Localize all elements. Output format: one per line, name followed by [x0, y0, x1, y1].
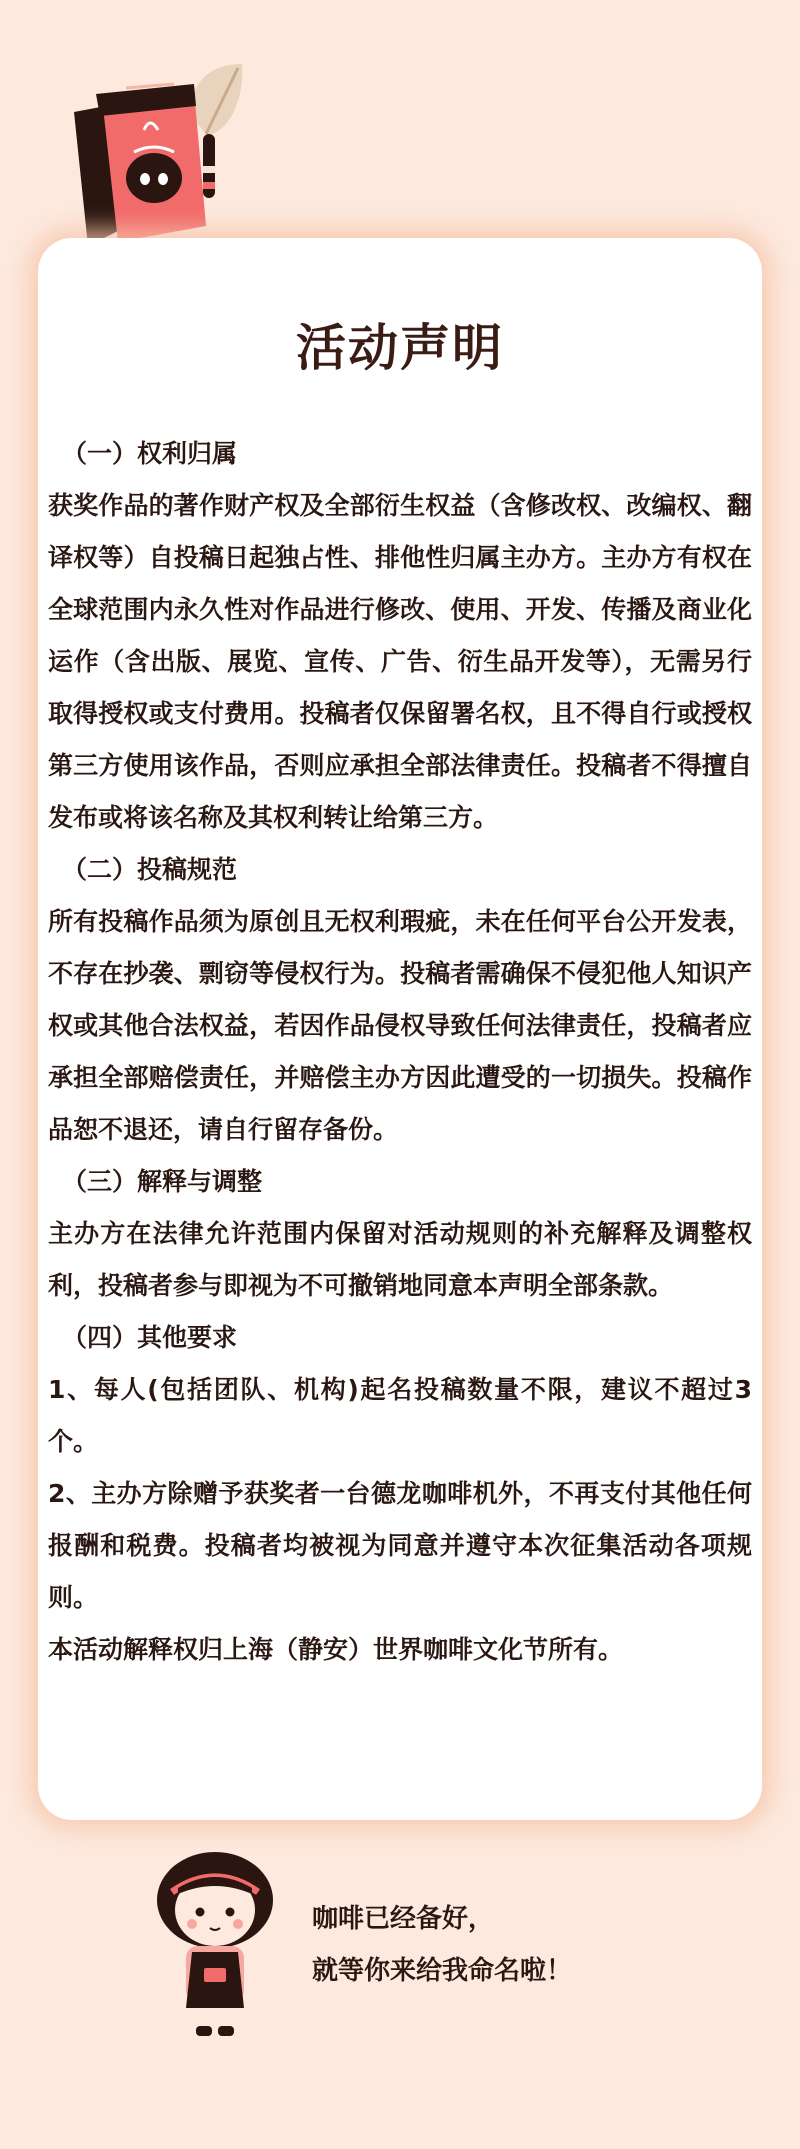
- coffee-bag-icon: [66, 58, 266, 268]
- page-title: 活动声明: [296, 318, 504, 377]
- coffee-bag-illustration: [66, 58, 266, 268]
- section-heading-submission: （二）投稿规范: [62, 855, 238, 884]
- paragraph-other-2: 2、主办方除赠予获奖者一台德龙咖啡机外，不再支付其他任何报酬和税费。投稿者均被视为同意并遵守本次征集活动各项规则。: [48, 1479, 752, 1612]
- paragraph-other-3: 本活动解释权归上海（静安）世界咖啡文化节所有。: [48, 1635, 624, 1664]
- paragraph-other-1: 1、每人(包括团队、机构)起名投稿数量不限，建议不超过3个。: [48, 1375, 752, 1456]
- section-heading-other: （四）其他要求: [62, 1323, 238, 1352]
- paragraph-interpretation: 主办方在法律允许范围内保留对活动规则的补充解释及调整权利，投稿者参与即视为不可撤销地同意本声明全部条款。: [48, 1219, 752, 1300]
- section-heading-interpretation: （三）解释与调整: [62, 1167, 263, 1196]
- slogan-line-1: 咖啡已经备好，: [312, 1904, 495, 1934]
- section-heading-rights: （一）权利归属: [62, 439, 238, 468]
- declaration-card: [38, 238, 762, 1820]
- coffee-girl-icon: [150, 1848, 280, 2048]
- slogan: [312, 1893, 572, 1997]
- coffee-girl-illustration: [150, 1848, 280, 2048]
- declaration-content: [48, 428, 752, 1676]
- paragraph-rights: 获奖作品的著作财产权及全部衍生权益（含修改权、改编权、翻译权等）自投稿日起独占性、排他性归属主办方。主办方有权在全球范围内永久性对作品进行修改、使用、开发、传播及商业化运作（含出版、展览、宣传、广告、衍生品开发等），无需另行取得授权或支付费用。投稿者仅保留署名权，且不得自行或授权第三方使用该作品，否则应承担全部法律责任。投稿者不得擅自发布或将该名称及其权利转让给第三方。: [48, 491, 752, 832]
- slogan-line-2: 就等你来给我命名啦！: [312, 1956, 573, 1986]
- paragraph-submission: 所有投稿作品须为原创且无权利瑕疵，未在任何平台公开发表，不存在抄袭、剽窃等侵权行为。投稿者需确保不侵犯他人知识产权或其他合法权益，若因作品侵权导致任何法律责任，投稿者应承担全部赔偿责任，并赔偿主办方因此遭受的一切损失。投稿作品恕不退还，请自行留存备份。: [48, 907, 752, 1144]
